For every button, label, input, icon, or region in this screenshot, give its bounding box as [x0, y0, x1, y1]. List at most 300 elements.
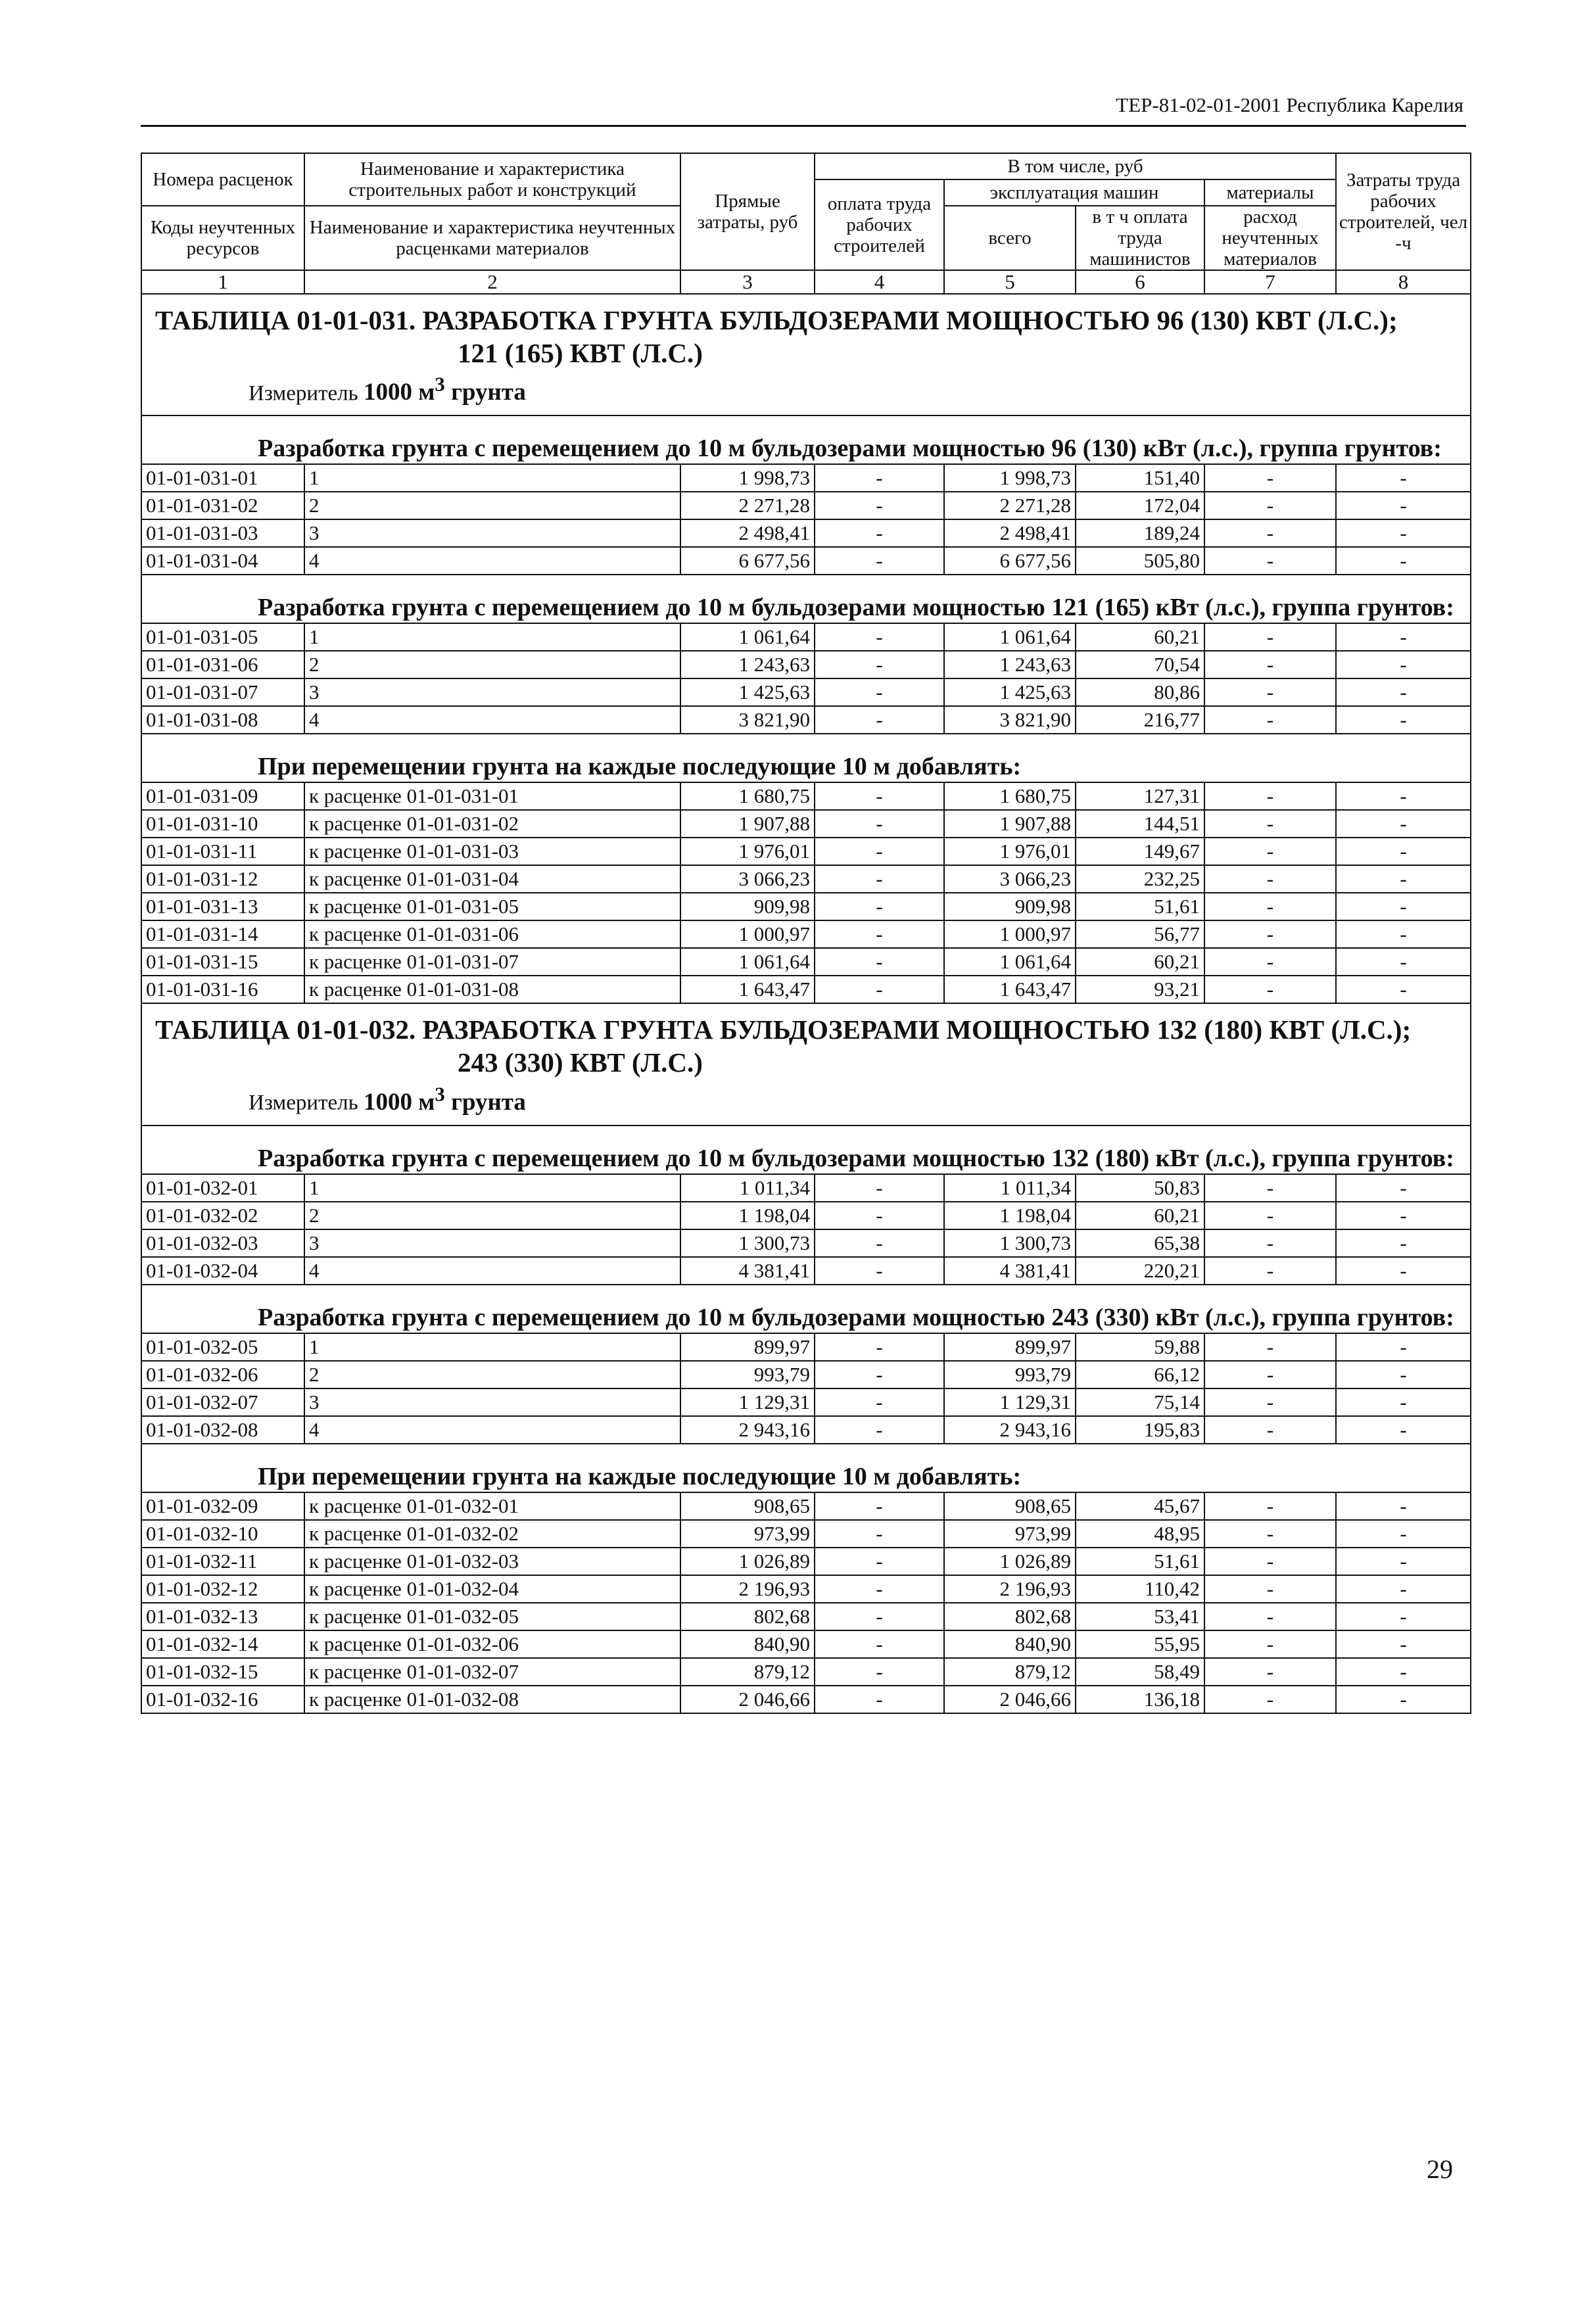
work-name: к расценке 01-01-032-08: [304, 1686, 680, 1713]
machine-cost: 1 011,34: [944, 1174, 1076, 1202]
worker-pay: -: [815, 547, 944, 575]
table-row: [141, 1575, 1471, 1603]
labor-hours: -: [1336, 810, 1471, 838]
rate-code: 01-01-032-04: [141, 1257, 304, 1285]
material-usage: -: [1204, 492, 1336, 519]
direct-cost: 899,97: [680, 1333, 815, 1361]
operator-pay: 60,21: [1076, 623, 1204, 651]
operator-pay: 149,67: [1076, 838, 1204, 865]
section-heading-row: [141, 1285, 1471, 1333]
rate-code: 01-01-031-10: [141, 810, 304, 838]
table-title-cell: [141, 294, 1471, 415]
labor-hours: -: [1336, 1388, 1471, 1416]
operator-pay: 195,83: [1076, 1416, 1204, 1444]
table-row: [141, 1658, 1471, 1686]
worker-pay: -: [815, 492, 944, 519]
page-header: [141, 91, 1466, 127]
header-work-name: Наименование и характеристика строительных работ и конструкций: [304, 153, 680, 206]
worker-pay: -: [815, 1229, 944, 1257]
work-name: 4: [304, 1257, 680, 1285]
worker-pay: -: [815, 1658, 944, 1686]
work-name: к расценке 01-01-031-08: [304, 976, 680, 1003]
rate-code: 01-01-031-15: [141, 948, 304, 976]
worker-pay: -: [815, 810, 944, 838]
rate-code: 01-01-032-07: [141, 1388, 304, 1416]
section-heading-row: [141, 575, 1471, 623]
operator-pay: 172,04: [1076, 492, 1204, 519]
operator-pay: 65,38: [1076, 1229, 1204, 1257]
table-row: [141, 1686, 1471, 1713]
direct-cost: 3 066,23: [680, 865, 815, 893]
material-usage: -: [1204, 1229, 1336, 1257]
operator-pay: 60,21: [1076, 1202, 1204, 1229]
table-row: [141, 865, 1471, 893]
work-name: к расценке 01-01-031-06: [304, 920, 680, 948]
rate-code: 01-01-032-08: [141, 1416, 304, 1444]
worker-pay: -: [815, 782, 944, 810]
rate-code: 01-01-032-14: [141, 1630, 304, 1658]
material-usage: -: [1204, 519, 1336, 547]
column-number: 8: [1336, 270, 1471, 294]
operator-pay: 48,95: [1076, 1520, 1204, 1548]
labor-hours: -: [1336, 464, 1471, 492]
work-name: 2: [304, 1202, 680, 1229]
header-material-name: Наименование и характеристика неучтенных расценками материалов: [304, 206, 680, 270]
direct-cost: 1 300,73: [680, 1229, 815, 1257]
direct-cost: 3 821,90: [680, 706, 815, 734]
header-group: В том числе, руб: [815, 153, 1336, 179]
material-usage: -: [1204, 1520, 1336, 1548]
direct-cost: 1 425,63: [680, 678, 815, 706]
labor-hours: -: [1336, 547, 1471, 575]
worker-pay: -: [815, 519, 944, 547]
rate-code: 01-01-032-16: [141, 1686, 304, 1713]
machine-cost: 6 677,56: [944, 547, 1076, 575]
document-reference: ТЕР-81-02-01-2001 Республика Карелия: [1116, 93, 1463, 116]
direct-cost: 2 943,16: [680, 1416, 815, 1444]
work-name: 4: [304, 706, 680, 734]
direct-cost: 1 000,97: [680, 920, 815, 948]
operator-pay: 55,95: [1076, 1630, 1204, 1658]
machine-cost: 1 198,04: [944, 1202, 1076, 1229]
column-number: 7: [1204, 270, 1336, 294]
rate-code: 01-01-032-01: [141, 1174, 304, 1202]
labor-hours: -: [1336, 1520, 1471, 1548]
measure-value: [363, 1083, 526, 1116]
labor-hours: -: [1336, 1548, 1471, 1575]
worker-pay: -: [815, 623, 944, 651]
measure-power: 3: [435, 1083, 445, 1106]
column-number: 6: [1076, 270, 1204, 294]
material-usage: -: [1204, 893, 1336, 920]
work-name: 1: [304, 464, 680, 492]
worker-pay: -: [815, 651, 944, 678]
operator-pay: 220,21: [1076, 1257, 1204, 1285]
operator-pay: 56,77: [1076, 920, 1204, 948]
machine-cost: 2 046,66: [944, 1686, 1076, 1713]
operator-pay: 58,49: [1076, 1658, 1204, 1686]
material-usage: -: [1204, 464, 1336, 492]
rate-code: 01-01-031-05: [141, 623, 304, 651]
material-usage: -: [1204, 678, 1336, 706]
operator-pay: 50,83: [1076, 1174, 1204, 1202]
material-usage: -: [1204, 1202, 1336, 1229]
table-row: [141, 1229, 1471, 1257]
direct-cost: 909,98: [680, 893, 815, 920]
worker-pay: -: [815, 1520, 944, 1548]
column-number: 4: [815, 270, 944, 294]
worker-pay: -: [815, 1686, 944, 1713]
labor-hours: -: [1336, 1630, 1471, 1658]
rate-code: 01-01-032-09: [141, 1492, 304, 1520]
material-usage: -: [1204, 838, 1336, 865]
labor-hours: -: [1336, 782, 1471, 810]
section-heading: Разработка грунта с перемещением до 10 м бульдозерами мощностью 121 (165) кВт (л.с.), группа грунтов:: [141, 575, 1471, 623]
section-heading-row: [141, 1444, 1471, 1492]
material-usage: -: [1204, 651, 1336, 678]
operator-pay: 75,14: [1076, 1388, 1204, 1416]
labor-hours: -: [1336, 1229, 1471, 1257]
operator-pay: 232,25: [1076, 865, 1204, 893]
worker-pay: -: [815, 1257, 944, 1285]
operator-pay: 45,67: [1076, 1492, 1204, 1520]
table-row: [141, 1333, 1471, 1361]
table-row: [141, 893, 1471, 920]
worker-pay: -: [815, 464, 944, 492]
header-materials: материалы: [1204, 179, 1336, 206]
header-labor-hours: Затраты труда рабочих строителей, чел -ч: [1336, 153, 1471, 270]
material-usage: -: [1204, 1333, 1336, 1361]
labor-hours: -: [1336, 976, 1471, 1003]
table-row: [141, 1548, 1471, 1575]
machine-cost: 879,12: [944, 1658, 1076, 1686]
worker-pay: -: [815, 920, 944, 948]
table-row: [141, 1520, 1471, 1548]
direct-cost: 1 643,47: [680, 976, 815, 1003]
worker-pay: -: [815, 865, 944, 893]
worker-pay: -: [815, 893, 944, 920]
rate-code: 01-01-031-02: [141, 492, 304, 519]
material-usage: -: [1204, 1416, 1336, 1444]
work-name: 3: [304, 1388, 680, 1416]
rate-code: 01-01-032-12: [141, 1575, 304, 1603]
material-usage: -: [1204, 623, 1336, 651]
labor-hours: -: [1336, 1333, 1471, 1361]
work-name: к расценке 01-01-032-02: [304, 1520, 680, 1548]
material-usage: -: [1204, 948, 1336, 976]
table-row: [141, 464, 1471, 492]
header-material-usage: расход неучтенных материалов: [1204, 206, 1336, 270]
work-name: к расценке 01-01-031-02: [304, 810, 680, 838]
table-title-row: [141, 1003, 1471, 1125]
table-row: [141, 1416, 1471, 1444]
measure-line: [155, 1079, 1457, 1118]
direct-cost: 1 061,64: [680, 948, 815, 976]
worker-pay: -: [815, 1202, 944, 1229]
direct-cost: 1 129,31: [680, 1388, 815, 1416]
worker-pay: -: [815, 1333, 944, 1361]
section-heading: При перемещении грунта на каждые последующие 10 м добавлять:: [141, 734, 1471, 782]
work-name: к расценке 01-01-031-07: [304, 948, 680, 976]
operator-pay: 51,61: [1076, 1548, 1204, 1575]
operator-pay: 110,42: [1076, 1575, 1204, 1603]
table-row: [141, 1202, 1471, 1229]
work-name: к расценке 01-01-032-06: [304, 1630, 680, 1658]
measure-unit: грунта: [444, 1088, 526, 1116]
rate-code: 01-01-031-01: [141, 464, 304, 492]
work-name: 3: [304, 1229, 680, 1257]
rate-code: 01-01-032-15: [141, 1658, 304, 1686]
work-name: к расценке 01-01-032-05: [304, 1603, 680, 1630]
operator-pay: 216,77: [1076, 706, 1204, 734]
rate-code: 01-01-032-11: [141, 1548, 304, 1575]
measure-unit: грунта: [444, 379, 526, 406]
rate-code: 01-01-032-13: [141, 1603, 304, 1630]
column-number: 3: [680, 270, 815, 294]
labor-hours: -: [1336, 920, 1471, 948]
material-usage: -: [1204, 1658, 1336, 1686]
labor-hours: -: [1336, 893, 1471, 920]
direct-cost: 1 976,01: [680, 838, 815, 865]
material-usage: -: [1204, 865, 1336, 893]
machine-cost: 4 381,41: [944, 1257, 1076, 1285]
work-name: к расценке 01-01-032-01: [304, 1492, 680, 1520]
rate-code: 01-01-032-03: [141, 1229, 304, 1257]
work-name: к расценке 01-01-032-03: [304, 1548, 680, 1575]
worker-pay: -: [815, 1174, 944, 1202]
rate-code: 01-01-031-08: [141, 706, 304, 734]
direct-cost: 973,99: [680, 1520, 815, 1548]
direct-cost: 1 026,89: [680, 1548, 815, 1575]
table-row: [141, 1257, 1471, 1285]
direct-cost: 2 196,93: [680, 1575, 815, 1603]
table-row: [141, 838, 1471, 865]
rate-code: 01-01-032-10: [141, 1520, 304, 1548]
table-title-continued: 243 (330) КВТ (Л.С.): [458, 1047, 703, 1078]
operator-pay: 59,88: [1076, 1333, 1204, 1361]
direct-cost: 840,90: [680, 1630, 815, 1658]
direct-cost: 908,65: [680, 1492, 815, 1520]
operator-pay: 136,18: [1076, 1686, 1204, 1713]
header-resource-codes: Коды неучтенных ресурсов: [141, 206, 304, 270]
work-name: 1: [304, 1333, 680, 1361]
labor-hours: -: [1336, 1575, 1471, 1603]
labor-hours: -: [1336, 1257, 1471, 1285]
table-row: [141, 920, 1471, 948]
labor-hours: -: [1336, 1492, 1471, 1520]
operator-pay: 66,12: [1076, 1361, 1204, 1388]
worker-pay: -: [815, 1416, 944, 1444]
measure-label: Измеритель: [249, 381, 358, 406]
table-row: [141, 782, 1471, 810]
table-body: [141, 153, 1471, 1713]
direct-cost: 2 046,66: [680, 1686, 815, 1713]
labor-hours: -: [1336, 1202, 1471, 1229]
operator-pay: 127,31: [1076, 782, 1204, 810]
work-name: к расценке 01-01-031-01: [304, 782, 680, 810]
header-row-1: [141, 153, 1471, 179]
machine-cost: 2 196,93: [944, 1575, 1076, 1603]
column-number: 5: [944, 270, 1076, 294]
labor-hours: -: [1336, 1686, 1471, 1713]
machine-cost: 2 943,16: [944, 1416, 1076, 1444]
table-row: [141, 547, 1471, 575]
work-name: к расценке 01-01-032-07: [304, 1658, 680, 1686]
table-title-row: [141, 294, 1471, 415]
table-row: [141, 706, 1471, 734]
machine-cost: 1 998,73: [944, 464, 1076, 492]
section-heading-row: [141, 415, 1471, 464]
work-name: 4: [304, 1416, 680, 1444]
direct-cost: 6 677,56: [680, 547, 815, 575]
worker-pay: -: [815, 1388, 944, 1416]
material-usage: -: [1204, 1603, 1336, 1630]
machine-cost: 1 643,47: [944, 976, 1076, 1003]
direct-cost: 1 243,63: [680, 651, 815, 678]
machine-cost: 1 061,64: [944, 623, 1076, 651]
labor-hours: -: [1336, 838, 1471, 865]
table-title: ТАБЛИЦА 01-01-031. РАЗРАБОТКА ГРУНТА БУЛЬДОЗЕРАМИ МОЩНОСТЬЮ 96 (130) КВТ (Л.С.);: [155, 305, 1398, 335]
material-usage: -: [1204, 1174, 1336, 1202]
machine-cost: 802,68: [944, 1603, 1076, 1630]
worker-pay: -: [815, 948, 944, 976]
machine-cost: 973,99: [944, 1520, 1076, 1548]
table-row: [141, 678, 1471, 706]
worker-pay: -: [815, 1575, 944, 1603]
table-title: ТАБЛИЦА 01-01-032. РАЗРАБОТКА ГРУНТА БУЛЬДОЗЕРАМИ МОЩНОСТЬЮ 132 (180) КВТ (Л.С.);: [155, 1014, 1412, 1045]
worker-pay: -: [815, 1630, 944, 1658]
rate-code: 01-01-031-04: [141, 547, 304, 575]
header-operator-pay: в т ч оплата труда машинистов: [1076, 206, 1204, 270]
labor-hours: -: [1336, 492, 1471, 519]
worker-pay: -: [815, 706, 944, 734]
table-row: [141, 976, 1471, 1003]
machine-cost: 1 026,89: [944, 1548, 1076, 1575]
worker-pay: -: [815, 838, 944, 865]
table-row: [141, 1630, 1471, 1658]
material-usage: -: [1204, 1548, 1336, 1575]
section-heading: Разработка грунта с перемещением до 10 м бульдозерами мощностью 96 (130) кВт (л.с.), группа грунтов:: [141, 415, 1471, 464]
machine-cost: 909,98: [944, 893, 1076, 920]
direct-cost: 993,79: [680, 1361, 815, 1388]
section-heading: Разработка грунта с перемещением до 10 м бульдозерами мощностью 243 (330) кВт (л.с.), группа грунтов:: [141, 1285, 1471, 1333]
machine-cost: 2 271,28: [944, 492, 1076, 519]
machine-cost: 1 425,63: [944, 678, 1076, 706]
worker-pay: -: [815, 976, 944, 1003]
rate-code: 01-01-031-11: [141, 838, 304, 865]
material-usage: -: [1204, 1575, 1336, 1603]
direct-cost: 1 998,73: [680, 464, 815, 492]
direct-cost: 1 680,75: [680, 782, 815, 810]
section-heading-row: [141, 1126, 1471, 1174]
machine-cost: 1 300,73: [944, 1229, 1076, 1257]
table-title-cell: [141, 1003, 1471, 1125]
labor-hours: -: [1336, 651, 1471, 678]
labor-hours: -: [1336, 1361, 1471, 1388]
labor-hours: -: [1336, 519, 1471, 547]
machine-cost: 908,65: [944, 1492, 1076, 1520]
work-name: 1: [304, 623, 680, 651]
measure-number: 1000 м: [363, 1088, 435, 1116]
work-name: 1: [304, 1174, 680, 1202]
table-row: [141, 1603, 1471, 1630]
table-title-continued: 121 (165) КВТ (Л.С.): [458, 338, 703, 368]
work-name: к расценке 01-01-031-05: [304, 893, 680, 920]
machine-cost: 3 066,23: [944, 865, 1076, 893]
direct-cost: 1 907,88: [680, 810, 815, 838]
worker-pay: -: [815, 1548, 944, 1575]
material-usage: -: [1204, 782, 1336, 810]
labor-hours: -: [1336, 1174, 1471, 1202]
labor-hours: -: [1336, 1603, 1471, 1630]
rates-table: [141, 153, 1471, 1714]
table-row: [141, 519, 1471, 547]
machine-cost: 1 680,75: [944, 782, 1076, 810]
table-row: [141, 1388, 1471, 1416]
rate-code: 01-01-031-16: [141, 976, 304, 1003]
rate-code: 01-01-031-14: [141, 920, 304, 948]
table-row: [141, 1492, 1471, 1520]
machine-cost: 1 000,97: [944, 920, 1076, 948]
rate-code: 01-01-032-06: [141, 1361, 304, 1388]
direct-cost: 1 198,04: [680, 1202, 815, 1229]
rate-code: 01-01-031-12: [141, 865, 304, 893]
rate-code: 01-01-031-13: [141, 893, 304, 920]
direct-cost: 4 381,41: [680, 1257, 815, 1285]
rate-code: 01-01-031-07: [141, 678, 304, 706]
operator-pay: 51,61: [1076, 893, 1204, 920]
work-name: 4: [304, 547, 680, 575]
labor-hours: -: [1336, 1416, 1471, 1444]
operator-pay: 505,80: [1076, 547, 1204, 575]
operator-pay: 151,40: [1076, 464, 1204, 492]
operator-pay: 93,21: [1076, 976, 1204, 1003]
machine-cost: 840,90: [944, 1630, 1076, 1658]
operator-pay: 53,41: [1076, 1603, 1204, 1630]
work-name: 2: [304, 651, 680, 678]
labor-hours: -: [1336, 706, 1471, 734]
work-name: к расценке 01-01-031-04: [304, 865, 680, 893]
header-machines: эксплуатация машин: [944, 179, 1204, 206]
work-name: 3: [304, 519, 680, 547]
material-usage: -: [1204, 1492, 1336, 1520]
section-heading-row: [141, 734, 1471, 782]
worker-pay: -: [815, 1603, 944, 1630]
operator-pay: 70,54: [1076, 651, 1204, 678]
machine-cost: 1 907,88: [944, 810, 1076, 838]
header-machines-total: всего: [944, 206, 1076, 270]
work-name: 3: [304, 678, 680, 706]
material-usage: -: [1204, 1257, 1336, 1285]
rate-code: 01-01-031-09: [141, 782, 304, 810]
labor-hours: -: [1336, 865, 1471, 893]
page-number: 29: [1427, 2154, 1453, 2184]
operator-pay: 80,86: [1076, 678, 1204, 706]
work-name: 2: [304, 1361, 680, 1388]
table-row: [141, 810, 1471, 838]
machine-cost: 1 243,63: [944, 651, 1076, 678]
section-heading: Разработка грунта с перемещением до 10 м бульдозерами мощностью 132 (180) кВт (л.с.), группа грунтов:: [141, 1126, 1471, 1174]
table-row: [141, 492, 1471, 519]
work-name: к расценке 01-01-032-04: [304, 1575, 680, 1603]
measure-number: 1000 м: [363, 379, 435, 406]
measure-line: [155, 369, 1457, 408]
material-usage: -: [1204, 1630, 1336, 1658]
machine-cost: 1 976,01: [944, 838, 1076, 865]
worker-pay: -: [815, 1361, 944, 1388]
operator-pay: 189,24: [1076, 519, 1204, 547]
labor-hours: -: [1336, 623, 1471, 651]
